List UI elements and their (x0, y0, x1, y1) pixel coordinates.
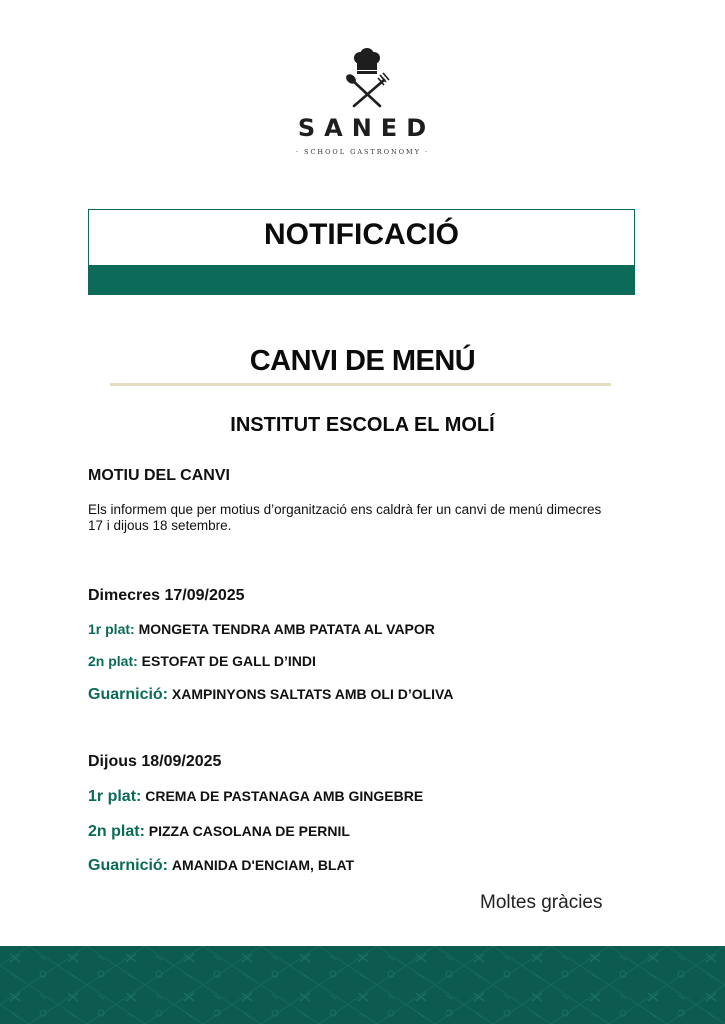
footer-band (0, 946, 725, 1024)
menu-item-dish: MONGETA TENDRA AMB PATATA AL VAPOR (138, 621, 435, 637)
page-title: CANVI DE MENÚ (249, 345, 476, 377)
menu-item-label: Guarnició: (88, 686, 169, 703)
day-date: Dimecres 17/09/2025 (88, 587, 245, 604)
menu-item (88, 857, 354, 875)
notification-title: NOTIFICACIÓ (264, 218, 459, 251)
closing-text: Moltes gràcies (480, 892, 603, 913)
menu-item-label: 1r plat: (88, 621, 135, 637)
menu-item (88, 788, 423, 806)
menu-item-label: 1r plat: (88, 788, 142, 805)
school-name: INSTITUT ESCOLA EL MOLÍ (230, 414, 495, 436)
reason-heading: MOTIU DEL CANVI (88, 467, 230, 484)
menu-item-label: 2n plat: (88, 653, 138, 669)
menu-item-dish: AMANIDA D'ENCIAM, BLAT (171, 857, 355, 873)
chef-hat-utensils-icon (340, 48, 392, 110)
menu-item-dish: PIZZA CASOLANA DE PERNIL (148, 823, 350, 839)
menu-item (88, 653, 316, 669)
reason-text: Els informem que per motius d’organització ens caldrà fer un canvi de menú dimecres 17 i dijous 18 setembre. (88, 502, 602, 533)
menu-item-dish: CREMA DE PASTANAGA AMB GINGEBRE (145, 788, 424, 804)
brand-tagline: · SCHOOL GASTRONOMY · (295, 148, 430, 156)
menu-item (88, 823, 350, 841)
notification-box (88, 209, 635, 295)
food-pattern-icon (0, 946, 725, 1024)
menu-item-dish: ESTOFAT DE GALL D’INDI (141, 653, 316, 669)
menu-item-label: Guarnició: (88, 857, 169, 874)
menu-item (88, 686, 453, 704)
notification-accent-bar (89, 265, 634, 294)
menu-item-dish: XAMPINYONS SALTATS AMB OLI D’OLIVA (171, 686, 454, 702)
menu-item (88, 621, 435, 637)
brand-name: SANED (297, 114, 436, 142)
day-date: Dijous 18/09/2025 (88, 753, 222, 770)
title-divider (110, 383, 611, 386)
menu-item-label: 2n plat: (88, 823, 145, 840)
